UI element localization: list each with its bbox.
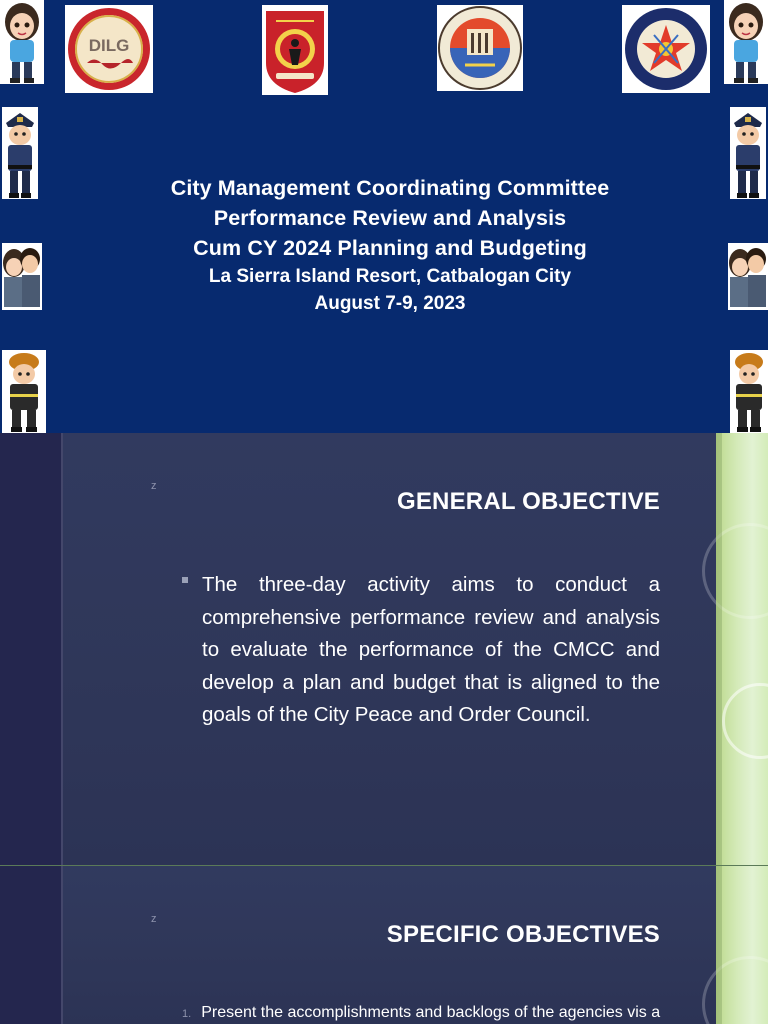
list-item-number: 1. bbox=[182, 1008, 192, 1020]
jail-officers-mascot-left bbox=[2, 243, 42, 310]
list-item-text: Present the accomplishments and backlogs of the agencies vis a bbox=[201, 1004, 661, 1021]
right-accent-strip bbox=[716, 433, 768, 865]
specific-objectives-heading: SPECIFIC OBJECTIVES bbox=[386, 921, 660, 948]
slide-marker: z bbox=[151, 913, 157, 925]
cover-title-line-2: Performance Review and Analysis bbox=[213, 206, 567, 230]
left-divider-line bbox=[61, 866, 63, 1024]
right-accent-strip bbox=[716, 866, 768, 1024]
decorative-curve bbox=[702, 523, 768, 619]
pnp-seal-logo bbox=[262, 5, 328, 95]
bjmp-seal-logo bbox=[437, 5, 523, 91]
firefighter-mascot-left bbox=[2, 350, 46, 433]
cover-slide bbox=[0, 0, 768, 433]
cover-venue: La Sierra Island Resort, Catbalogan City bbox=[208, 266, 572, 287]
list-item bbox=[182, 1004, 702, 1022]
general-objective-heading: GENERAL OBJECTIVE bbox=[396, 488, 660, 515]
specific-objectives-slide bbox=[0, 866, 768, 1024]
general-objective-body: The three-day activity aims to conduct a comprehensive performance review and analysis to evaluate the performance of the CMCC and develop a plan and budget that is aligned to the goals of the City Peace and Order Council. bbox=[202, 573, 660, 727]
specific-objectives-list bbox=[182, 1004, 702, 1022]
svg-text:DILG: DILG bbox=[88, 36, 130, 55]
bullet-icon bbox=[182, 577, 188, 583]
cover-title-line-3: Cum CY 2024 Planning and Budgeting bbox=[193, 236, 587, 260]
jail-officers-mascot-right bbox=[728, 243, 768, 310]
cover-title-line-1: City Management Coordinating Committee bbox=[170, 176, 610, 200]
left-accent-strip bbox=[0, 433, 61, 865]
decorative-curve bbox=[722, 683, 768, 759]
dilg-seal-logo bbox=[65, 5, 153, 93]
girl-mascot-left bbox=[0, 0, 44, 84]
left-accent-strip bbox=[0, 866, 61, 1024]
police-mascot-right bbox=[730, 107, 766, 199]
slide-marker: z bbox=[151, 480, 157, 492]
girl-mascot-right bbox=[724, 0, 768, 84]
cover-title-block bbox=[110, 173, 670, 317]
firefighter-mascot-right bbox=[730, 350, 768, 433]
general-objective-slide bbox=[0, 433, 768, 865]
bfp-seal-logo bbox=[622, 5, 710, 93]
left-divider-line bbox=[61, 433, 63, 865]
cover-date: August 7-9, 2023 bbox=[314, 293, 466, 314]
decorative-curve bbox=[702, 956, 768, 1024]
police-mascot-left bbox=[2, 107, 38, 199]
